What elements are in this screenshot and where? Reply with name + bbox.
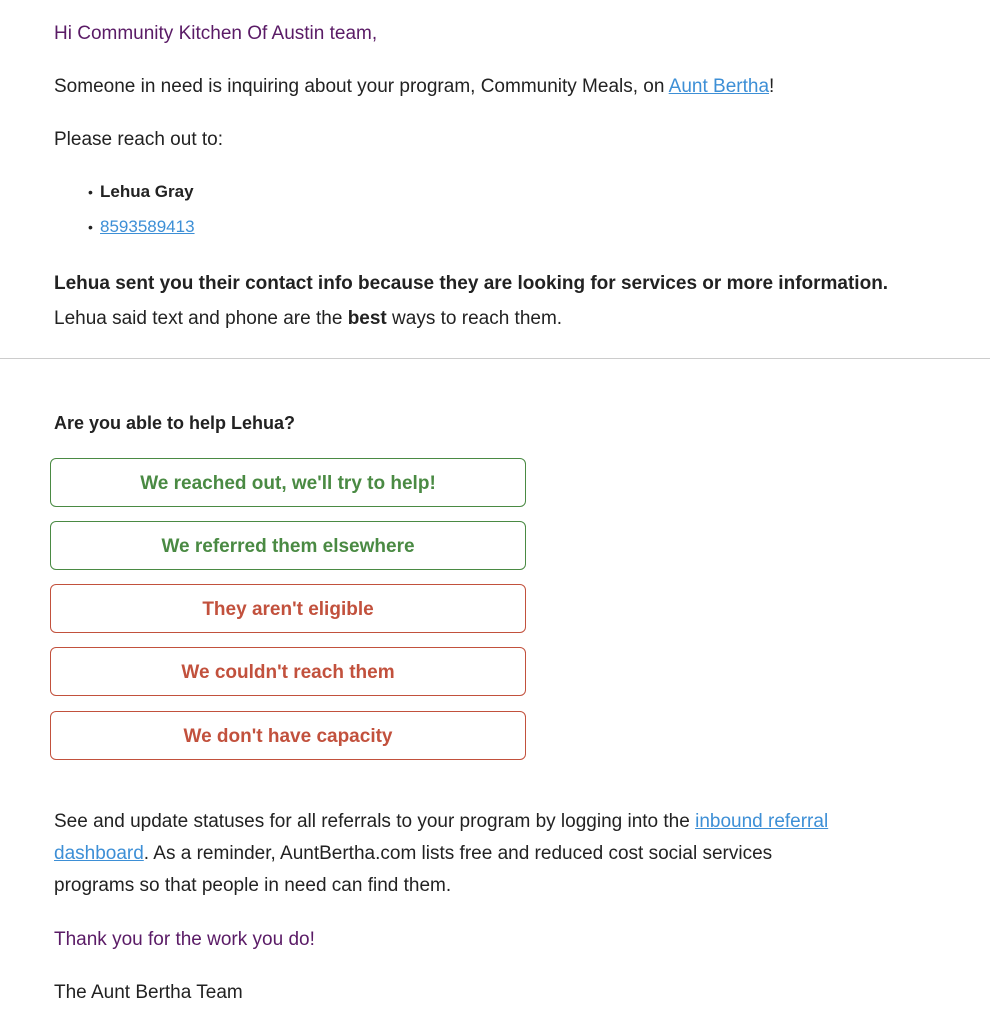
intro-before: Someone in need is inquiring about your program, Community Meals, on bbox=[54, 76, 669, 97]
phone-link[interactable]: 8593589413 bbox=[100, 217, 195, 236]
section-divider bbox=[0, 358, 990, 359]
bullet: • bbox=[88, 184, 93, 200]
no-capacity-button[interactable]: We don't have capacity bbox=[50, 711, 526, 760]
footer-line-2 bbox=[54, 838, 772, 870]
intro-after: ! bbox=[769, 76, 775, 97]
bullet: • bbox=[88, 219, 93, 235]
reach-out-label: Please reach out to: bbox=[54, 129, 223, 150]
footer-line-1 bbox=[54, 806, 828, 838]
greeting: Hi Community Kitchen Of Austin team, bbox=[54, 23, 378, 44]
contact-list bbox=[88, 176, 195, 246]
help-question: Are you able to help Lehua? bbox=[54, 413, 296, 433]
footer-after: . As a reminder, AuntBertha.com lists free and reduced cost social services bbox=[143, 843, 773, 864]
pref-after: ways to reach them. bbox=[386, 308, 563, 329]
could-not-reach-button[interactable]: We couldn't reach them bbox=[50, 647, 526, 696]
footer-line-3: programs so that people in need can find them. bbox=[54, 875, 452, 896]
inbound-referral-link[interactable]: inbound referral bbox=[695, 811, 829, 832]
referred-elsewhere-button[interactable]: We referred them elsewhere bbox=[50, 521, 526, 570]
signoff: The Aunt Bertha Team bbox=[54, 982, 243, 1003]
reached-out-button[interactable]: We reached out, we'll try to help! bbox=[50, 458, 526, 507]
contact-name: Lehua Gray bbox=[100, 182, 194, 201]
pref-before: Lehua said text and phone are the bbox=[54, 308, 348, 329]
contact-preference bbox=[54, 303, 562, 335]
pref-bold: best bbox=[347, 308, 387, 329]
aunt-bertha-link[interactable]: Aunt Bertha bbox=[668, 76, 770, 97]
reason-bold-line: Lehua sent you their contact info because they are looking for services or more information. bbox=[54, 273, 889, 294]
intro-text bbox=[54, 71, 774, 103]
contact-name-item bbox=[88, 176, 195, 211]
contact-phone-item bbox=[88, 211, 195, 246]
not-eligible-button[interactable]: They aren't eligible bbox=[50, 584, 526, 633]
dashboard-link[interactable]: dashboard bbox=[54, 843, 144, 864]
footer-before: See and update statuses for all referrals to your program by logging into the bbox=[54, 811, 696, 832]
thanks-text: Thank you for the work you do! bbox=[54, 929, 315, 950]
